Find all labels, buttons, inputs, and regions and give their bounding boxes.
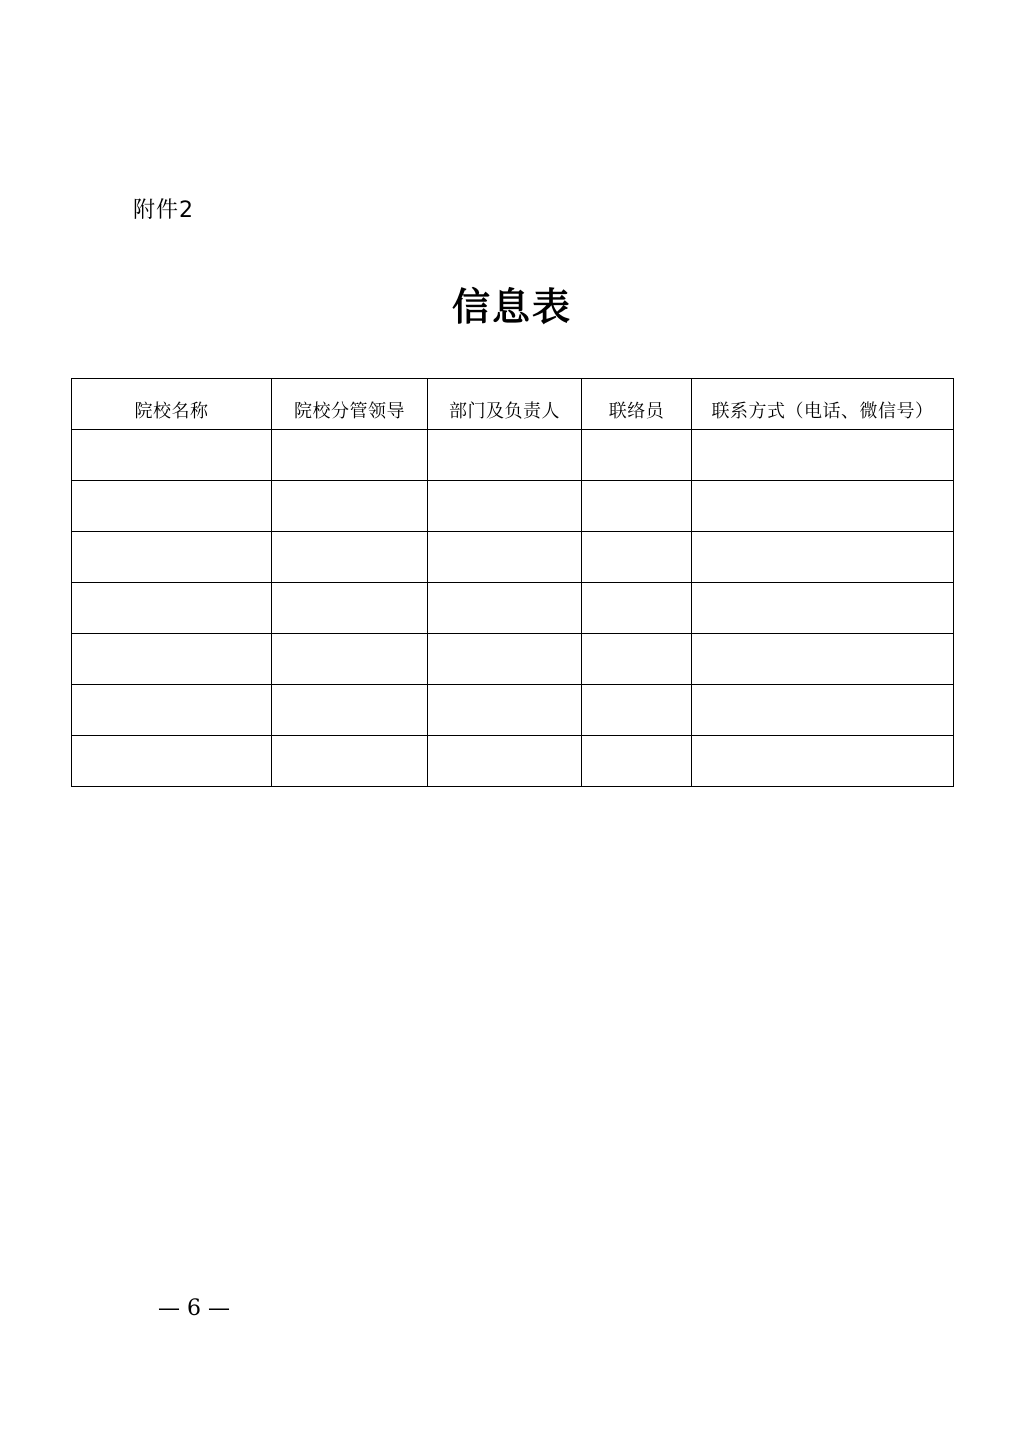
table-cell[interactable] bbox=[428, 583, 582, 634]
table-cell[interactable] bbox=[272, 736, 428, 787]
table-cell[interactable] bbox=[428, 685, 582, 736]
table-cell[interactable] bbox=[428, 532, 582, 583]
table-cell[interactable] bbox=[692, 634, 954, 685]
table-cell[interactable] bbox=[72, 532, 272, 583]
table-row bbox=[72, 430, 954, 481]
table-header-row bbox=[72, 379, 954, 430]
page-title: 信息表 bbox=[451, 284, 572, 329]
table-cell[interactable] bbox=[582, 634, 692, 685]
table-cell[interactable] bbox=[72, 583, 272, 634]
table-cell[interactable] bbox=[272, 634, 428, 685]
table-cell[interactable] bbox=[72, 481, 272, 532]
table-cell[interactable] bbox=[272, 532, 428, 583]
table-cell[interactable] bbox=[428, 634, 582, 685]
table-cell[interactable] bbox=[692, 430, 954, 481]
table-cell[interactable] bbox=[692, 736, 954, 787]
header-department-head: 部门及负责人 bbox=[428, 379, 582, 430]
header-liaison: 联络员 bbox=[582, 379, 692, 430]
table-cell[interactable] bbox=[582, 736, 692, 787]
table-row bbox=[72, 634, 954, 685]
header-school-name: 院校名称 bbox=[72, 379, 272, 430]
table-row bbox=[72, 685, 954, 736]
table-cell[interactable] bbox=[72, 685, 272, 736]
table-cell[interactable] bbox=[428, 430, 582, 481]
table-cell[interactable] bbox=[692, 685, 954, 736]
table-cell[interactable] bbox=[582, 430, 692, 481]
table-cell[interactable] bbox=[428, 481, 582, 532]
header-contact: 联系方式（电话、微信号） bbox=[692, 379, 954, 430]
table-cell[interactable] bbox=[272, 430, 428, 481]
table-cell[interactable] bbox=[692, 532, 954, 583]
table-row bbox=[72, 583, 954, 634]
table-cell[interactable] bbox=[428, 736, 582, 787]
table-cell[interactable] bbox=[272, 685, 428, 736]
table-cell[interactable] bbox=[72, 736, 272, 787]
table-row bbox=[72, 736, 954, 787]
table-cell[interactable] bbox=[272, 583, 428, 634]
table-row bbox=[72, 532, 954, 583]
info-table bbox=[71, 378, 954, 787]
table-row bbox=[72, 481, 954, 532]
table-cell[interactable] bbox=[692, 583, 954, 634]
table-cell[interactable] bbox=[582, 481, 692, 532]
table-cell[interactable] bbox=[72, 430, 272, 481]
table-cell[interactable] bbox=[582, 583, 692, 634]
attachment-label: 附件2 bbox=[133, 198, 194, 223]
table-cell[interactable] bbox=[582, 532, 692, 583]
page-number: — 6 — bbox=[158, 1296, 230, 1321]
header-school-leader: 院校分管领导 bbox=[272, 379, 428, 430]
table-cell[interactable] bbox=[72, 634, 272, 685]
table-cell[interactable] bbox=[692, 481, 954, 532]
table-cell[interactable] bbox=[582, 685, 692, 736]
table-cell[interactable] bbox=[272, 481, 428, 532]
